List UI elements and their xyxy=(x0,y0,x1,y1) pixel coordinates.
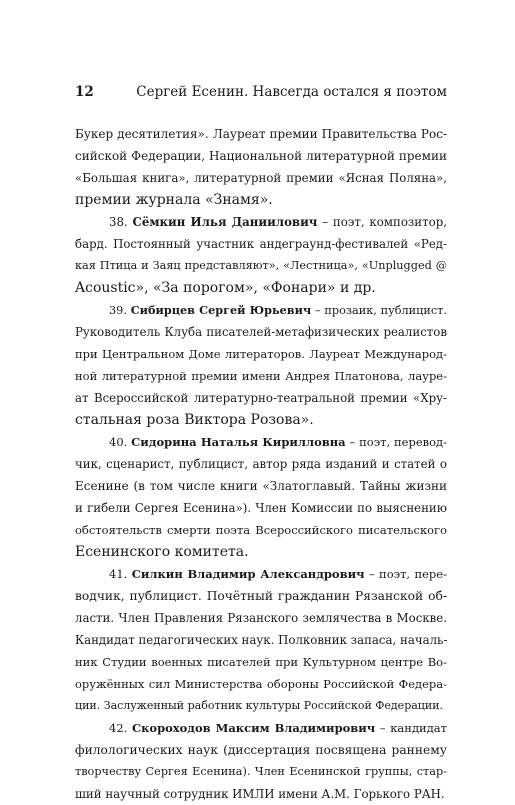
entry-name: Сибирцев Сергей Юрьевич xyxy=(130,303,312,317)
text-line: обстоятельств смерти поэта Всероссийского писательского xyxy=(75,523,447,537)
page-number: 12 xyxy=(75,84,94,100)
text-line: ласти. Член Правления Рязанского землячества в Москве. xyxy=(75,611,447,625)
entry-first-line: 40. Сидорина Наталья Кирилловна – поэт, перевод- xyxy=(109,435,448,449)
text-line: кая Птица и Заяц представляют», «Лестница», «Unplugged @ xyxy=(75,259,447,272)
text-line: при Центральном Доме литераторов. Лауреат Международ- xyxy=(75,347,447,361)
entry-number: 41. xyxy=(109,567,128,581)
text-line: Есенине (в том числе книги «Златоглавый. Тайны жизни xyxy=(75,479,447,493)
text-line: чик, сценарист, публицист, автор ряда изданий и статей о xyxy=(75,457,447,471)
entry-name: Силкин Владимир Александрович xyxy=(131,567,365,581)
entry-first-line: 38. Сёмкин Илья Даниилович – поэт, композитор, xyxy=(109,215,447,229)
text-line: ший научный сотрудник ИМЛИ имени А.М. Горького РАН. xyxy=(75,787,445,801)
text-line: Кандидат педагогических наук. Полковник запаса, началь- xyxy=(75,633,448,647)
text-line: стальная роза Виктора Розова». xyxy=(75,412,314,428)
text-line: Руководитель Клуба писателей-метафизических реалистов xyxy=(75,325,447,339)
text-line: ат Всероссийской литературно-театральной премии «Хру- xyxy=(75,391,447,405)
entry-first-line: 42. Скороходов Максим Владимирович – кандидат xyxy=(109,721,447,735)
entry-name: Сёмкин Илья Даниилович xyxy=(132,215,318,229)
entry-first-line: 41. Силкин Владимир Александрович – поэт, пере- xyxy=(109,567,447,581)
text-line: оружённых сил Министерства обороны Российской Федера- xyxy=(75,677,447,691)
text-line: сийской Федерации, Национальной литературной премии xyxy=(75,149,447,163)
text-line: водчик, публицист. Почётный гражданин Рязанской об- xyxy=(75,589,447,603)
text-line: бард. Постоянный участник андеграунд-фестивалей «Ред- xyxy=(75,237,447,251)
text-line: ник Студии военных писателей при Культурном центре Во- xyxy=(75,655,447,669)
text-line: «Большая книга», литературной премии «Ясная Поляна», xyxy=(75,171,447,185)
running-title: Сергей Есенин. Навсегда остался я поэтом xyxy=(136,84,447,100)
entry-name: Скороходов Максим Владимирович xyxy=(131,721,376,735)
text-line: Есенинского комитета. xyxy=(75,544,249,560)
text-line: и гибели Сергея Есенина»). Член Комиссии по выяснению xyxy=(75,501,447,515)
text-line: премии журнала «Знамя». xyxy=(75,192,273,208)
entry-name: Сидорина Наталья Кирилловна xyxy=(131,435,346,449)
text-line: Букер десятилетия». Лауреат премии Правительства Рос- xyxy=(75,127,447,141)
entry-number: 40. xyxy=(109,435,128,449)
text-line: филологических наук (диссертация посвящена раннему xyxy=(75,743,447,757)
text-line: ной литературной премии имени Андрея Платонова, лауре- xyxy=(75,369,447,383)
running-header xyxy=(75,84,447,106)
text-line: ции. Заслуженный работник культуры Российской Федерации. xyxy=(75,699,444,712)
text-line: творчеству Сергея Есенина). Член Есенинской группы, стар- xyxy=(75,765,447,778)
text-line: Acoustic», «За порогом», «Фонари» и др. xyxy=(75,280,376,296)
entry-number: 39. xyxy=(109,304,127,317)
entry-first-line: 39. Сибирцев Сергей Юрьевич – прозаик, публицист. xyxy=(109,303,447,317)
entry-number: 38. xyxy=(109,215,128,229)
entry-number: 42. xyxy=(109,721,128,735)
